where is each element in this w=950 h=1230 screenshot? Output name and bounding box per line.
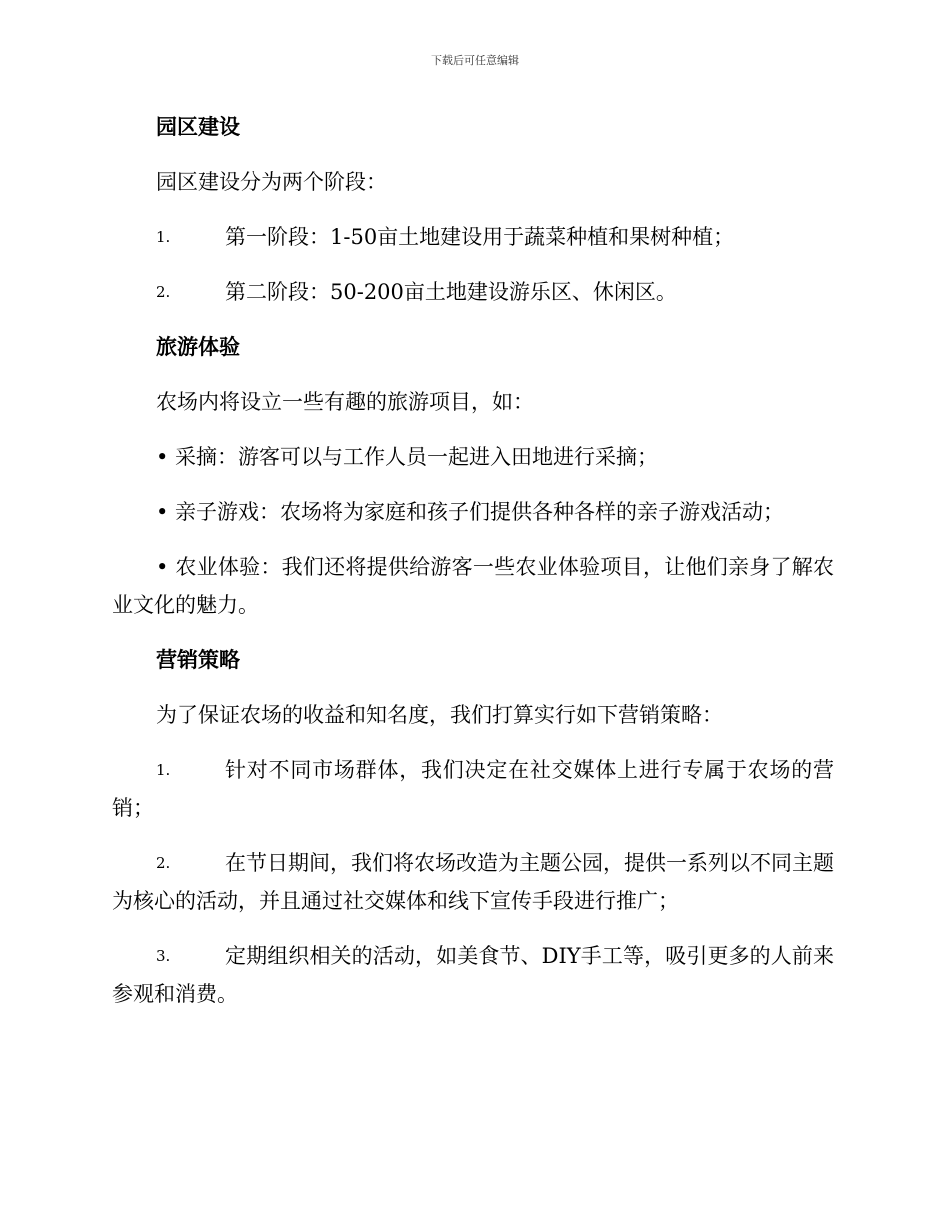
bullet-item: • 农业体验：我们还将提供给游客一些农业体验项目，让他们亲身了解农业文化的魅力。 [112,555,834,617]
list-item-text: 第二阶段：50-200亩土地建设游乐区、休闲区。 [225,280,677,304]
list-item [112,937,834,1013]
list-number: 1. [156,761,171,779]
list-number: 2. [156,283,171,301]
section-heading-tourism-experience: 旅游体验 [156,334,240,359]
list-item [112,273,834,311]
list-number: 1. [156,228,171,246]
document-body [112,108,834,1030]
section-intro: 农场内将设立一些有趣的旅游项目，如： [156,390,534,414]
list-item-text: 定期组织相关的活动，如美食节、DIY手工等，吸引更多的人前来参观和消费。 [112,944,834,1006]
list-item [112,751,834,827]
page-header: 下载后可任意编辑 [431,54,519,67]
list-number: 2. [156,854,171,872]
section-intro: 为了保证农场的收益和知名度，我们打算实行如下营销策略： [156,703,723,727]
bullet-item: • 采摘：游客可以与工作人员一起进入田地进行采摘； [156,445,659,469]
list-item [112,844,834,920]
list-item-text: 在节日期间，我们将农场改造为主题公园，提供一系列以不同主题为核心的活动，并且通过社交媒体和线下宣传手段进行推广； [112,851,834,913]
section-heading-marketing-strategy: 营销策略 [156,647,240,672]
section-heading-park-construction: 园区建设 [156,114,240,139]
list-number: 3. [156,947,171,965]
section-intro: 园区建设分为两个阶段： [156,170,387,194]
bullet-item: • 亲子游戏：农场将为家庭和孩子们提供各种各样的亲子游戏活动； [156,500,785,524]
list-item-text: 第一阶段：1-50亩土地建设用于蔬菜种植和果树种植； [225,225,735,249]
list-item [112,218,834,256]
list-item-text: 针对不同市场群体，我们决定在社交媒体上进行专属于农场的营销； [112,758,834,820]
